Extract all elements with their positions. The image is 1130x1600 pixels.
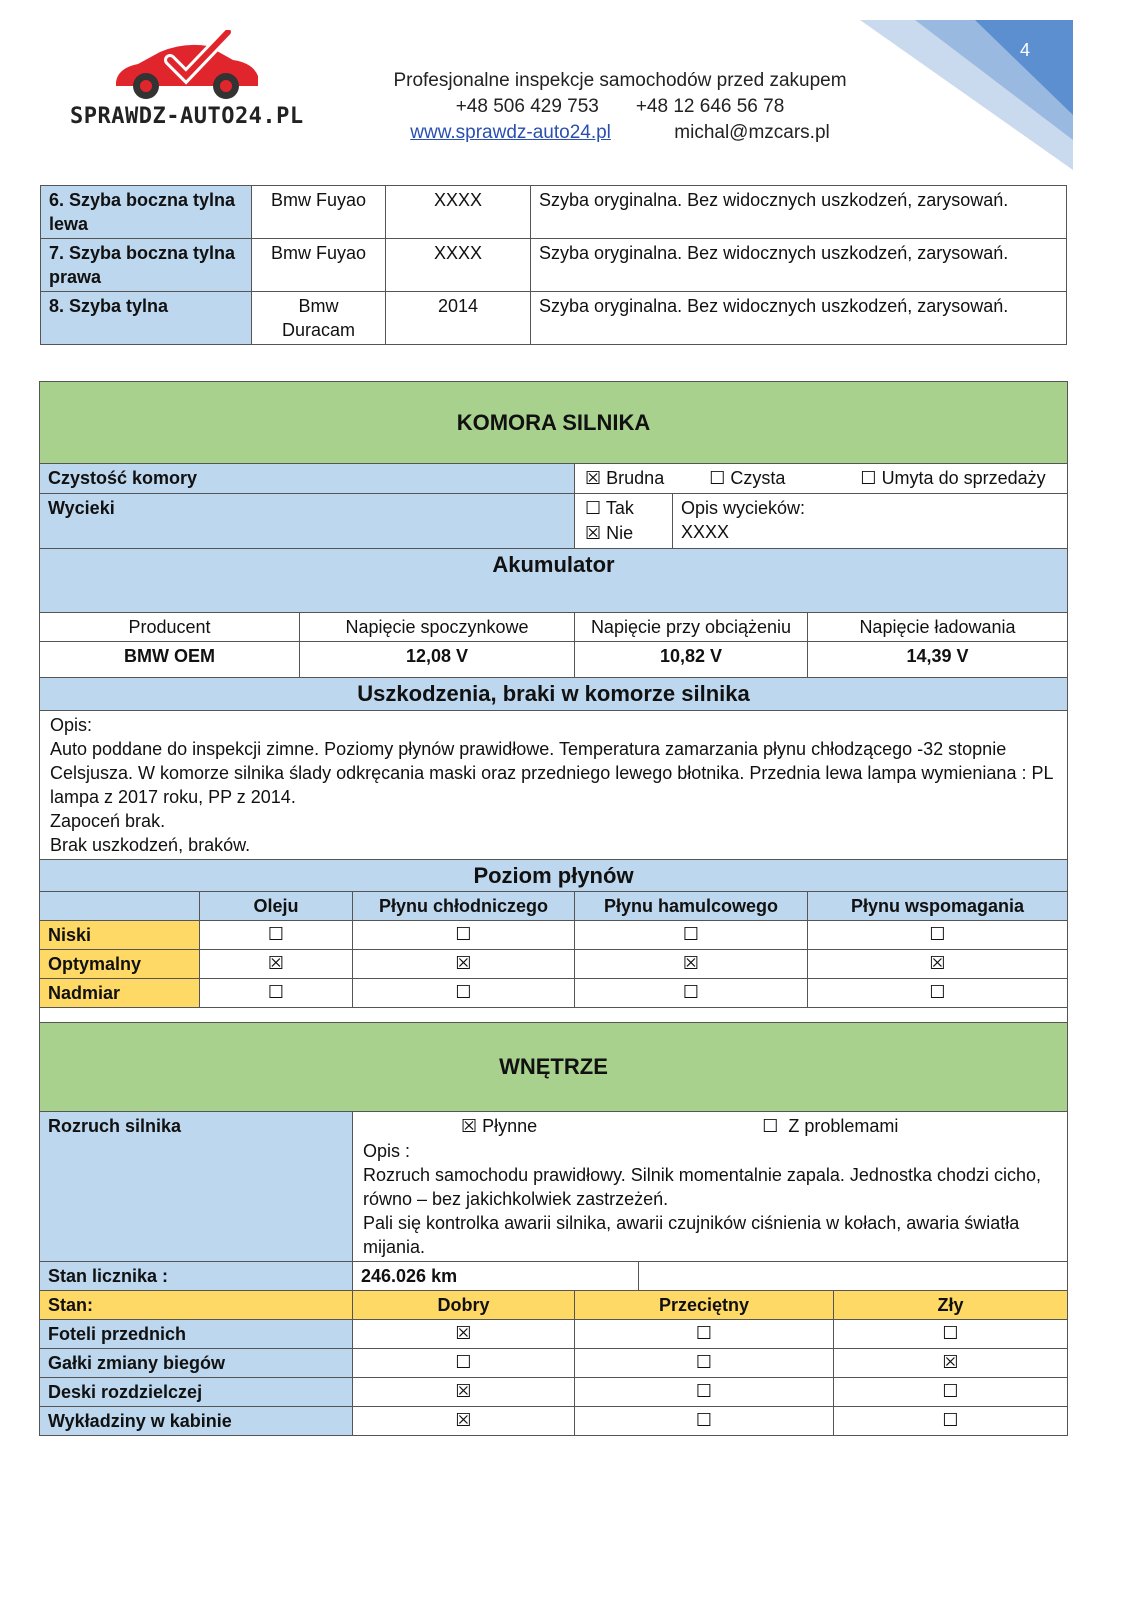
phone-1: +48 506 429 753 bbox=[455, 96, 599, 117]
checkbox[interactable]: ☒ bbox=[808, 950, 1068, 979]
state-row-label: Gałki zmiany biegów bbox=[40, 1349, 353, 1378]
checkbox[interactable]: ☐ bbox=[834, 1378, 1068, 1407]
interior-title: WNĘTRZE bbox=[40, 1023, 1068, 1112]
header-info bbox=[370, 68, 870, 146]
option-clean-label: Czysta bbox=[730, 468, 786, 488]
option-washed-label: Umyta do sprzedaży bbox=[881, 468, 1046, 488]
checkbox[interactable]: ☐ bbox=[575, 1349, 834, 1378]
glass-desc: Szyba oryginalna. Bez widocznych uszkodzeń, zarysowań. bbox=[531, 292, 1067, 345]
state-header: Dobry bbox=[353, 1291, 575, 1320]
engine-title: KOMORA SILNIKA bbox=[40, 382, 1068, 464]
website-link[interactable]: www.sprawdz-auto24.pl bbox=[410, 122, 611, 143]
option-dirty-label: Brudna bbox=[606, 468, 665, 488]
glass-year: 2014 bbox=[386, 292, 531, 345]
start-desc-1: Rozruch samochodu prawidłowy. Silnik momentalnie zapala. Jednostka chodzi cicho, równo – bez jakichkolwiek zastrzeżeń. bbox=[363, 1165, 1042, 1209]
damage-description bbox=[40, 711, 1068, 860]
phone-2: +48 12 646 56 78 bbox=[635, 96, 785, 117]
leaks-label: Wycieki bbox=[40, 494, 575, 549]
state-row-label: Deski rozdzielczej bbox=[40, 1378, 353, 1407]
checkbox[interactable]: ☐ bbox=[200, 921, 353, 950]
checkbox-problems[interactable]: ☐ bbox=[762, 1116, 779, 1137]
leak-desc-value: XXXX bbox=[681, 522, 730, 542]
glass-brand: Bmw Fuyao bbox=[252, 239, 386, 292]
fluid-corner bbox=[40, 892, 200, 921]
fluid-header: Oleju bbox=[200, 892, 353, 921]
fluid-header: Płynu chłodniczego bbox=[353, 892, 575, 921]
glass-name: 6. Szyba boczna tylna lewa bbox=[41, 186, 252, 239]
checkbox[interactable]: ☐ bbox=[575, 979, 808, 1008]
damage-line: Auto poddane do inspekcji zimne. Poziomy płynów prawidłowe. Temperatura zamarzania płynu chłodzącego -32 stopnie Celsjusza. W komorze silnika ślady odkręcania maski oraz przedniego lewego błotnika. Przednia lewa lampa wymieniana : PL lampa z 2017 roku, PP z 2014. bbox=[50, 739, 1053, 807]
glass-name: 8. Szyba tylna bbox=[41, 292, 252, 345]
checkbox-leak-no[interactable]: ☒ bbox=[585, 523, 602, 544]
battery-value: 12,08 V bbox=[300, 642, 575, 678]
fluid-row-label: Niski bbox=[40, 921, 200, 950]
damage-title: Uszkodzenia, braki w komorze silnika bbox=[40, 678, 1068, 711]
start-opt1: Płynne bbox=[482, 1116, 538, 1136]
leaks-description bbox=[673, 494, 1068, 549]
leak-desc-label: Opis wycieków: bbox=[681, 498, 806, 518]
battery-value: 14,39 V bbox=[808, 642, 1068, 678]
battery-value: 10,82 V bbox=[575, 642, 808, 678]
table-row bbox=[40, 921, 1068, 950]
table-row bbox=[40, 979, 1068, 1008]
checkbox-clean[interactable]: ☐ bbox=[709, 468, 726, 489]
glass-brand: Bmw Duracam bbox=[252, 292, 386, 345]
checkbox-washed[interactable]: ☐ bbox=[860, 468, 877, 489]
checkbox[interactable]: ☐ bbox=[834, 1320, 1068, 1349]
state-label: Stan: bbox=[40, 1291, 353, 1320]
checkbox[interactable]: ☐ bbox=[353, 979, 575, 1008]
table-row bbox=[40, 1320, 1068, 1349]
engine-table bbox=[39, 381, 1068, 1034]
table-row bbox=[40, 950, 1068, 979]
fluid-row-label: Nadmiar bbox=[40, 979, 200, 1008]
interior-table bbox=[39, 1022, 1068, 1436]
checkbox[interactable]: ☒ bbox=[353, 950, 575, 979]
start-details bbox=[353, 1112, 1068, 1262]
checkbox[interactable]: ☒ bbox=[575, 950, 808, 979]
cleanliness-label: Czystość komory bbox=[40, 464, 575, 494]
leak-no-label: Nie bbox=[606, 523, 634, 543]
glass-desc: Szyba oryginalna. Bez widocznych uszkodzeń, zarysowań. bbox=[531, 239, 1067, 292]
start-label: Rozruch silnika bbox=[40, 1112, 353, 1262]
checkbox[interactable]: ☐ bbox=[575, 1407, 834, 1436]
logo-text: SPRAWDZ-AUTO24.PL bbox=[70, 104, 304, 129]
glass-year: XXXX bbox=[386, 239, 531, 292]
tagline: Profesjonalne inspekcje samochodów przed zakupem bbox=[393, 70, 847, 91]
glass-desc: Szyba oryginalna. Bez widocznych uszkodzeń, zarysowań. bbox=[531, 186, 1067, 239]
email: michal@mzcars.pl bbox=[674, 122, 830, 143]
table-row bbox=[41, 292, 1067, 345]
table-row bbox=[41, 239, 1067, 292]
checkbox[interactable]: ☐ bbox=[353, 921, 575, 950]
glass-year: XXXX bbox=[386, 186, 531, 239]
state-row-label: Foteli przednich bbox=[40, 1320, 353, 1349]
checkbox-dirty[interactable]: ☒ bbox=[585, 468, 602, 489]
start-desc-label: Opis : bbox=[363, 1141, 411, 1161]
table-row bbox=[41, 186, 1067, 239]
battery-header: Napięcie przy obciążeniu bbox=[575, 613, 808, 642]
damage-line: Zapoceń brak. bbox=[50, 811, 166, 831]
fluid-row-label: Optymalny bbox=[40, 950, 200, 979]
start-desc-2: Pali się kontrolka awarii silnika, awarii czujników ciśnienia w kołach, awaria światła mijania. bbox=[363, 1213, 1020, 1257]
checkbox[interactable]: ☒ bbox=[834, 1349, 1068, 1378]
corner-decoration bbox=[855, 20, 1075, 170]
checkbox-leak-yes[interactable]: ☐ bbox=[585, 498, 602, 519]
fluid-header: Płynu hamulcowego bbox=[575, 892, 808, 921]
checkbox[interactable]: ☒ bbox=[353, 1378, 575, 1407]
car-logo-icon bbox=[108, 30, 263, 105]
fluid-header: Płynu wspomagania bbox=[808, 892, 1068, 921]
odometer-label: Stan licznika : bbox=[40, 1262, 353, 1291]
battery-header: Napięcie spoczynkowe bbox=[300, 613, 575, 642]
damage-line: Brak uszkodzeń, braków. bbox=[50, 835, 251, 855]
cleanliness-options bbox=[575, 464, 1068, 494]
checkbox[interactable]: ☐ bbox=[200, 979, 353, 1008]
checkbox[interactable]: ☐ bbox=[808, 921, 1068, 950]
table-row bbox=[40, 1349, 1068, 1378]
page-number: 4 bbox=[1020, 40, 1031, 60]
start-opt2: Z problemami bbox=[788, 1116, 899, 1136]
fluids-title: Poziom płynów bbox=[40, 860, 1068, 892]
checkbox[interactable]: ☐ bbox=[808, 979, 1068, 1008]
table-row bbox=[40, 1407, 1068, 1436]
checkbox-smooth[interactable]: ☒ bbox=[461, 1116, 478, 1137]
checkbox[interactable]: ☒ bbox=[353, 1407, 575, 1436]
battery-value: BMW OEM bbox=[40, 642, 300, 678]
checkbox[interactable]: ☐ bbox=[575, 1378, 834, 1407]
odometer-empty bbox=[639, 1262, 1068, 1291]
checkbox[interactable]: ☐ bbox=[575, 1320, 834, 1349]
battery-header: Napięcie ładowania bbox=[808, 613, 1068, 642]
checkbox[interactable]: ☐ bbox=[353, 1349, 575, 1378]
glass-brand: Bmw Fuyao bbox=[252, 186, 386, 239]
checkbox[interactable]: ☐ bbox=[575, 921, 808, 950]
damage-line: Opis: bbox=[50, 715, 93, 735]
state-row-label: Wykładziny w kabinie bbox=[40, 1407, 353, 1436]
checkbox[interactable]: ☒ bbox=[353, 1320, 575, 1349]
glass-table bbox=[40, 185, 1067, 345]
battery-header: Producent bbox=[40, 613, 300, 642]
glass-name: 7. Szyba boczna tylna prawa bbox=[41, 239, 252, 292]
odometer-value: 246.026 km bbox=[353, 1262, 639, 1291]
state-header: Zły bbox=[834, 1291, 1068, 1320]
leaks-options bbox=[575, 494, 673, 549]
state-header: Przeciętny bbox=[575, 1291, 834, 1320]
battery-title: Akumulator bbox=[40, 549, 1068, 613]
table-row bbox=[40, 1378, 1068, 1407]
leak-yes-label: Tak bbox=[605, 498, 634, 518]
checkbox[interactable]: ☐ bbox=[834, 1407, 1068, 1436]
checkbox[interactable]: ☒ bbox=[200, 950, 353, 979]
